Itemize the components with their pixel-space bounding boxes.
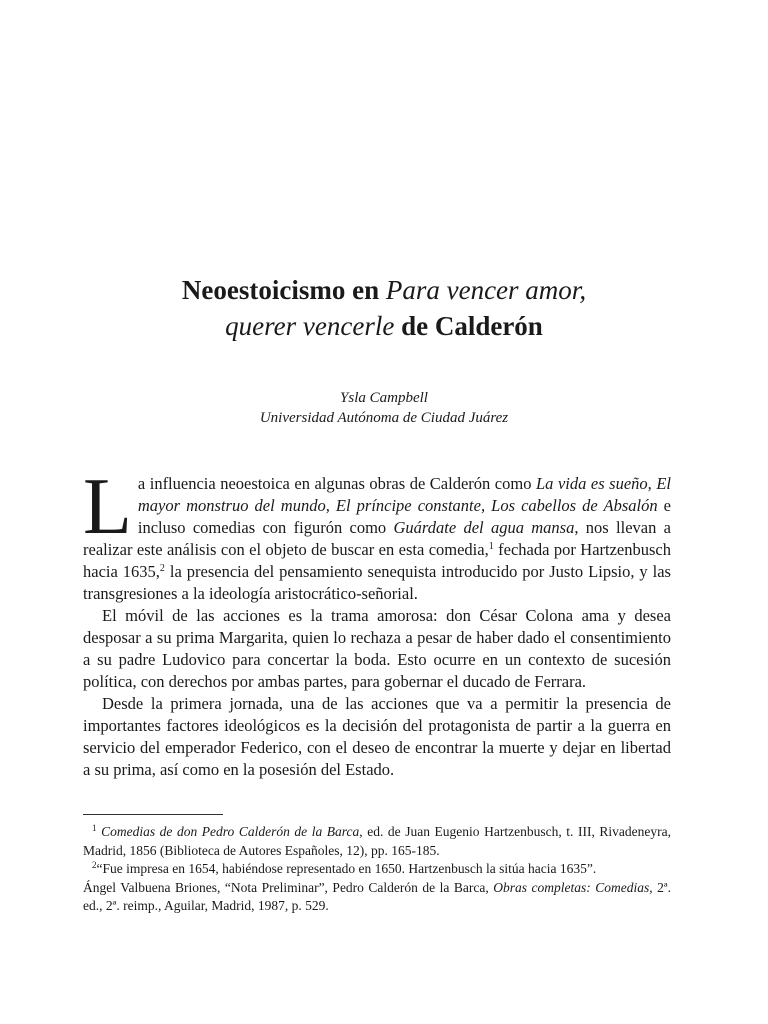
footnote-ref-2[interactable]: 2 xyxy=(159,563,165,574)
italic-run: Guárdate del agua mansa xyxy=(393,518,575,537)
drop-cap: L xyxy=(83,463,132,551)
title-italic-part: querer vencerle xyxy=(225,311,395,341)
italic-run: Comedias de don Pedro Calderón de la Barca xyxy=(101,824,360,839)
footnote-2 xyxy=(83,860,671,879)
article-title xyxy=(0,272,768,344)
footnote-1 xyxy=(83,823,671,860)
footnote-number: 1 xyxy=(92,823,97,833)
title-part: Neoestoicismo en xyxy=(181,275,386,305)
text-run: la presencia del pensamiento senequista introducido por Justo Lipsio, y las transgresiones a la ideología aristocrático-señorial. xyxy=(83,562,671,603)
text-run: Ángel Valbuena Briones, “Nota Preliminar”, Pedro Calderón de la Barca, xyxy=(83,879,494,895)
title-italic-part: Para vencer amor, xyxy=(385,275,587,305)
footnote-number: 2 xyxy=(92,860,97,870)
text-run: a influencia neoestoica en algunas obras de Calderón como xyxy=(137,474,536,493)
author-block xyxy=(0,388,768,428)
italic-run: Obras completas: Comedias xyxy=(493,879,650,895)
article-body xyxy=(83,463,672,781)
text-run: fechada por Hartzenbusch hacia 1635, xyxy=(83,540,671,581)
text-run: , 2ª. ed., 2ª. reimp., Aguilar, Madrid, 1987, p. 529. xyxy=(83,879,671,913)
paragraph-3: Desde la primera jornada, una de las acciones que va a permitir la presencia de importantes factores ideológicos es la decisión del protagonista de partir a la guerra en servicio del emperador Federico, con el deseo de encontrar la muerte y dejar en libertad a su prima, así como en la posesión del Estado. xyxy=(83,694,671,779)
text-run: “Fue impresa en 1654, habiéndose representado en 1650. Hartzenbusch la sitúa hacia 1635”. xyxy=(96,861,597,876)
text-run: , ed. de Juan Eugenio Hartzenbusch, t. III, Rivadeneyra, Madrid, 1856 (Biblioteca de Autores Españoles, 12), pp. 165-185. xyxy=(83,824,672,858)
author-name: Ysla Campbell xyxy=(340,390,428,406)
footnote-ref-1[interactable]: 1 xyxy=(488,541,494,552)
paragraph-2: El móvil de las acciones es la trama amorosa: don César Colona ama y desea desposar a su prima Margarita, quien lo rechaza a pesar de haber dado el consentimiento a su padre Ludovico para concertar la boda. Esto ocurre en un contexto de sucesión política, con derechos por ambas partes, para gobernar el ducado de Ferrara. xyxy=(83,606,671,691)
title-line-1 xyxy=(0,272,768,308)
author-affiliation: Universidad Autónoma de Ciudad Juárez xyxy=(259,410,509,426)
text-run: e incluso comedias con figurón como xyxy=(137,496,671,537)
footnote-divider xyxy=(83,814,223,815)
footnotes xyxy=(83,823,671,916)
paragraph-1 xyxy=(83,463,672,605)
title-part: de Calderón xyxy=(394,311,543,341)
footnote-2-continued xyxy=(83,879,671,916)
italic-run: La vida es sueño, El mayor monstruo del mundo, El príncipe constante, Los cabellos de Absalón xyxy=(137,474,671,515)
title-line-2 xyxy=(0,308,768,344)
text-run: , nos llevan a realizar este análisis con el objeto de buscar en esta comedia, xyxy=(83,518,672,559)
